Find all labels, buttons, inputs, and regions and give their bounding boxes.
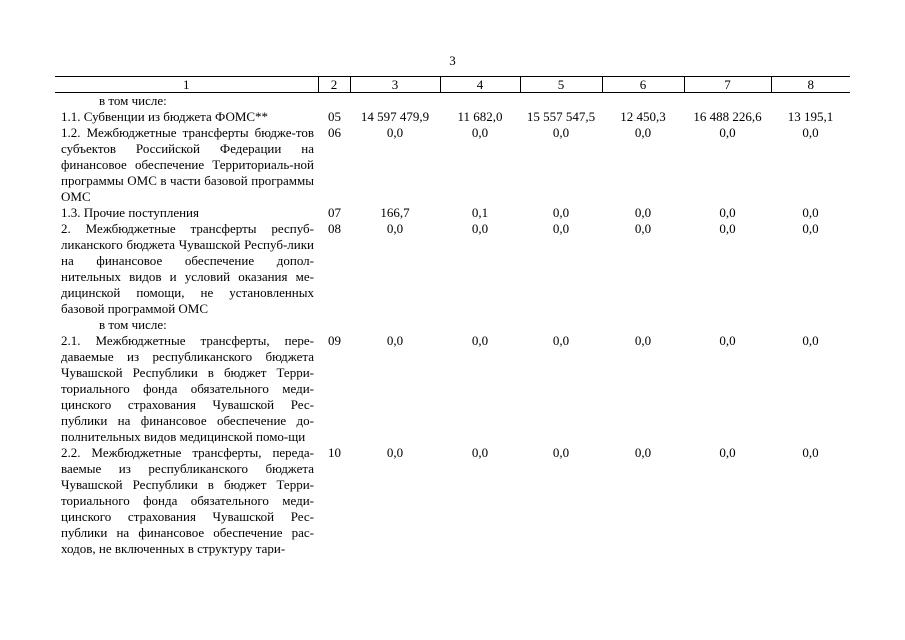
value-cell: [684, 317, 771, 333]
value-cell: 0,0: [634, 205, 652, 220]
row-label-cell: [55, 221, 318, 317]
row-label: 1.1. Субвенции из бюджета ФОМС**: [61, 109, 269, 124]
column-header: 6: [602, 77, 684, 93]
row-label-cell: [55, 109, 318, 125]
row-label-cell: [55, 205, 318, 221]
row-code: 09: [328, 333, 341, 348]
value-cell: 0,0: [802, 333, 819, 348]
row-label: в том числе:: [99, 93, 167, 108]
column-header: 5: [520, 77, 602, 93]
row-code: 08: [328, 221, 341, 236]
value-cell: 11 682,0: [457, 109, 503, 124]
row-label-cell: [55, 317, 318, 333]
row-code: [318, 93, 350, 110]
value-cell: 0,0: [552, 205, 570, 220]
table-row: [55, 221, 850, 317]
value-cell: [602, 317, 684, 333]
value-cell: 12 450,3: [620, 109, 666, 124]
value-cell: 0,0: [634, 445, 652, 460]
table-body: [55, 93, 850, 558]
table-row: [55, 445, 850, 557]
value-cell: 0,0: [634, 333, 652, 348]
value-cell: 0,0: [719, 125, 736, 140]
budget-table: [55, 76, 850, 557]
value-cell: [440, 317, 520, 333]
value-cell: 0,0: [552, 125, 570, 140]
value-cell: 0,0: [552, 333, 570, 348]
value-cell: 0,0: [719, 221, 736, 236]
value-cell: 0,0: [802, 221, 819, 236]
column-header: 1: [55, 77, 318, 93]
value-cell: [771, 93, 850, 110]
row-label: 2. Межбюджетные трансферты респуб-ликанского бюджета Чувашской Респуб-лики на финансовое обеспечение допол-нительных видов и условий оказания ме-дицинской помощи, не установленных базовой программой ОМС: [61, 221, 314, 316]
row-code: [318, 317, 350, 333]
row-label-cell: [55, 333, 318, 445]
table-row: [55, 125, 850, 205]
value-cell: [520, 93, 602, 110]
column-header: 2: [318, 77, 350, 93]
table-row: [55, 333, 850, 445]
table-row: [55, 205, 850, 221]
value-cell: [350, 317, 440, 333]
value-cell: [771, 317, 850, 333]
row-label: в том числе:: [99, 317, 167, 332]
value-cell: 15 557 547,5: [526, 109, 596, 124]
value-cell: 0,1: [471, 205, 489, 220]
row-label: 2.1. Межбюджетные трансферты, пере-даваемые из республиканского бюджета Чувашской Республики в бюджет Терри-ториального фонда обязательного меди-цинского страхования Чувашской Рес-публики на финансовое обеспечение до-полнительных видов медицинской помо-щи: [61, 333, 314, 444]
value-cell: [602, 93, 684, 110]
header-row: [55, 77, 850, 93]
table-row: [55, 109, 850, 125]
value-cell: [684, 93, 771, 110]
value-cell: 0,0: [802, 125, 819, 140]
value-cell: 0,0: [552, 445, 570, 460]
row-label: 2.2. Межбюджетные трансферты, переда-ваемые из республиканского бюджета Чувашской Республики в бюджет Терри-ториального фонда обязательного меди-цинского страхования Чувашской Рес-публики на финансовое обеспечение рас-ходов, не включенных в структуру тари-: [61, 445, 314, 556]
value-cell: 0,0: [719, 445, 736, 460]
value-cell: 0,0: [386, 445, 404, 460]
column-header: 8: [771, 77, 850, 93]
column-header: 3: [350, 77, 440, 93]
table-row: [55, 93, 850, 110]
value-cell: 0,0: [386, 221, 404, 236]
row-label: 1.3. Прочие поступления: [61, 205, 199, 220]
value-cell: 0,0: [802, 205, 819, 220]
value-cell: 16 488 226,6: [693, 109, 762, 124]
value-cell: 0,0: [634, 221, 652, 236]
value-cell: 0,0: [719, 205, 736, 220]
value-cell: 0,0: [634, 125, 652, 140]
value-cell: 0,0: [386, 125, 404, 140]
table-header: [55, 77, 850, 93]
value-cell: 0,0: [471, 221, 489, 236]
value-cell: 0,0: [802, 445, 819, 460]
value-cell: [440, 93, 520, 110]
row-label-cell: [55, 445, 318, 557]
value-cell: 166,7: [380, 205, 410, 220]
value-cell: 0,0: [552, 221, 570, 236]
column-header: 7: [684, 77, 771, 93]
row-code: 06: [328, 125, 341, 140]
value-cell: 0,0: [471, 333, 489, 348]
value-cell: 14 597 479,9: [360, 109, 430, 124]
value-cell: 0,0: [471, 445, 489, 460]
column-header: 4: [440, 77, 520, 93]
row-label-cell: [55, 93, 318, 110]
value-cell: 0,0: [386, 333, 404, 348]
value-cell: 0,0: [471, 125, 489, 140]
row-label-cell: [55, 125, 318, 205]
row-label: 1.2. Межбюджетные трансферты бюдже-тов субъектов Российской Федерации на финансовое обеспечение Территориаль-ной программы ОМС в части базовой программы ОМС: [61, 125, 314, 204]
value-cell: 13 195,1: [787, 109, 834, 124]
row-code: 05: [328, 109, 341, 124]
value-cell: [350, 93, 440, 110]
row-code: 10: [328, 445, 341, 460]
row-code: 07: [328, 205, 341, 220]
value-cell: [520, 317, 602, 333]
value-cell: 0,0: [719, 333, 736, 348]
page-number: 3: [449, 53, 456, 68]
table-row: [55, 317, 850, 333]
